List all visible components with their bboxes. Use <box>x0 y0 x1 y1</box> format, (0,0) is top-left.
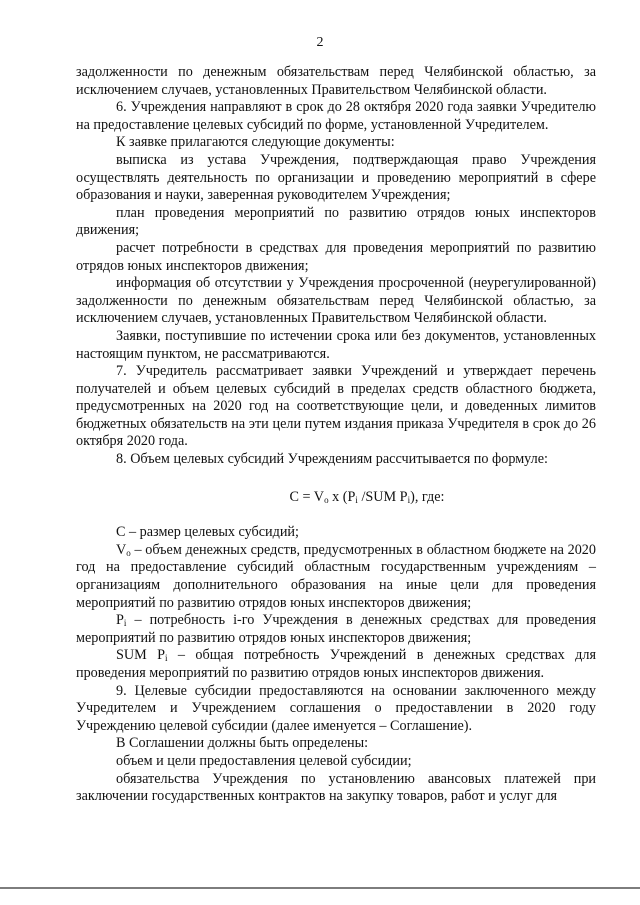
paragraph-7: 7. Учредитель рассматривает заявки Учреждений и утверждает перечень получателей и объем целевых субсидий в пределах средств областного бюджета, предусмотренных на 2020 год на соответствующие цели, и доведенных лимитов бюджетных обязательств на эти цели путем издания приказа Учредителя в срок до 26 октября 2020 года. <box>76 363 596 450</box>
paragraph-event-plan: план проведения мероприятий по развитию отрядов юных инспекторов движения; <box>76 204 596 239</box>
paragraph-6: 6. Учреждения направляют в срок до 28 октября 2020 года заявки Учредителю на предоставление целевых субсидий по форме, установленной Учредителем. <box>76 99 596 133</box>
paragraph-funds-calculation: расчет потребности в средствах для проведения мероприятий по развитию отрядов юных инспекторов движения; <box>76 239 596 274</box>
page-bottom-edge <box>0 887 640 889</box>
definition-v: $V_o$ – объем денежных средств, предусмотренных в областном бюджете на 2020 год на предоставление субсидий областным государственным учреждениям – организациям дополнительного образования на иные цели для проведения мероприятий по развитию отрядов юных инспекторов движения; <box>76 541 596 611</box>
paragraph-debt-info: информация об отсутствии у Учреждения просроченной (неурегулированной) задолженности по денежным обязательствам перед Челябинской областью, за исключением случаев, установленных Правительством Челябинской области. <box>76 275 596 327</box>
paragraph-agreement-terms: В Соглашении должны быть определены: <box>116 735 369 752</box>
paragraph-amount-purpose: объем и цели предоставления целевой субсидии; <box>116 752 412 769</box>
document-body <box>76 64 596 806</box>
paragraph-late-applications: Заявки, поступившие по истечении срока или без документов, установленных настоящим пунктом, не рассматриваются. <box>76 327 596 362</box>
paragraph-8: 8. Объем целевых субсидий Учреждениям рассчитывается по формуле: <box>116 451 548 468</box>
definition-p: $P_i$ – потребность i-го Учреждения в денежных средствах для проведения мероприятий по развитию отрядов юных инспекторов движения; <box>76 612 596 646</box>
subsidy-formula: $C = V_o$ x ($P_i$ /SUM $P_i$), где: <box>289 488 445 505</box>
paragraph-1: задолженности по денежным обязательствам перед Челябинской областью, за исключением случаев, установленных Правительством Челябинской области. <box>76 64 596 98</box>
paragraph-obligations: обязательства Учреждения по установлению авансовых платежей при заключении государственных контрактов на закупку товаров, работ и услуг для <box>76 770 596 805</box>
definition-sum: SUM $P_i$ – общая потребность Учреждений в денежных средствах для проведения мероприятий по развитию отрядов юных инспекторов движения. <box>76 647 596 681</box>
paragraph-charter-extract: выписка из устава Учреждения, подтверждающая право Учреждения осуществлять деятельность по организации и проведению мероприятий в сфере образования и науки, заверенная руководителем Учреждения; <box>76 151 596 204</box>
page-number: 2 <box>316 35 324 50</box>
paragraph-9: 9. Целевые субсидии предоставляются на основании заключенного между Учредителем и Учреждением соглашения о предоставлении в 2020 году Учреждению целевой субсидии (далее именуется – Соглашение). <box>76 682 596 734</box>
paragraph-documents-intro: К заявке прилагаются следующие документы: <box>116 134 395 151</box>
definition-c: С – размер целевых субсидий; <box>116 524 299 541</box>
